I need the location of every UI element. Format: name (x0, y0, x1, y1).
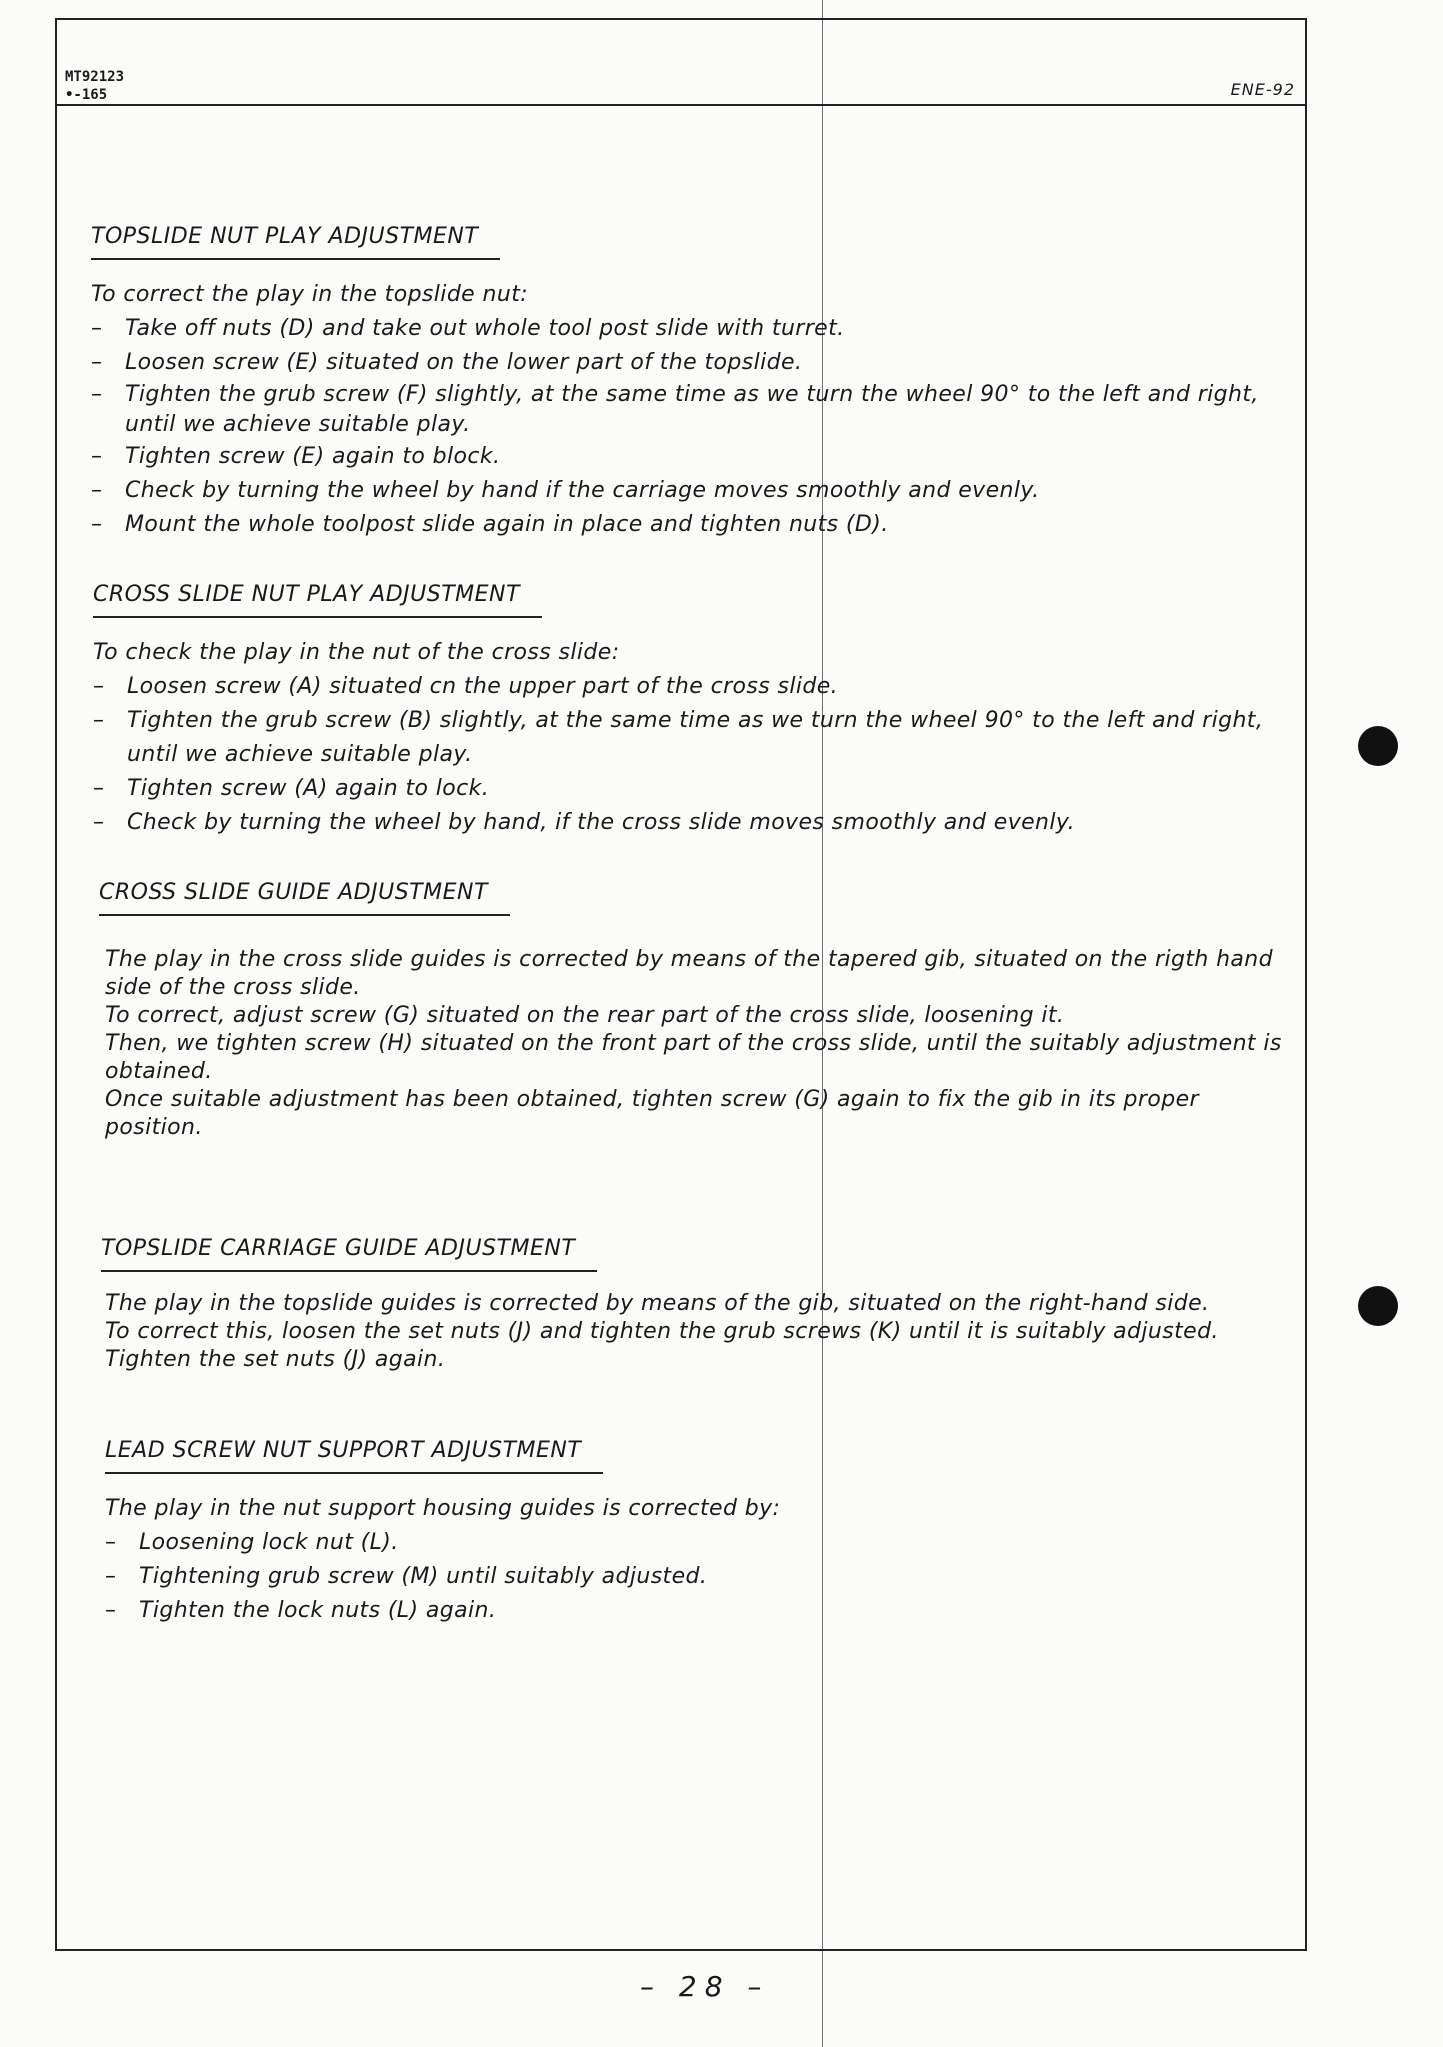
section-topslide-carriage-guide (101, 1232, 1287, 1374)
document-code (65, 68, 124, 104)
list-item: – Tighten the grub screw (F) slightly, at the same time as we turn the wheel 90° to the left and right, until we achieve suitable play. (91, 380, 1287, 440)
list-item: – Mount the whole toolpost slide again in place and tighten nuts (D). (91, 508, 1287, 542)
list-item: – Check by turning the wheel by hand if the carriage moves smoothly and evenly. (91, 474, 1287, 508)
binder-hole (1358, 726, 1398, 766)
paragraph: To correct this, loosen the set nuts (J) and tighten the grub screws (K) until it is suitably adjusted. Tighten the set nuts (J) again. (105, 1319, 1219, 1372)
paragraph: Once suitable adjustment has been obtained, tighten screw (G) again to fix the gib in its proper position. (105, 1087, 1199, 1140)
list-item: – Tighten the lock nuts (L) again. (105, 1594, 1287, 1628)
section-lead-screw-nut-support (105, 1434, 1287, 1628)
section-topslide-nut-play (91, 220, 1287, 542)
list-item: – Loosening lock nut (L). (105, 1526, 1287, 1560)
list-item: – Take off nuts (D) and take out whole tool post slide with turret. (91, 312, 1287, 346)
document-code-line-1: MT92123 (65, 69, 125, 85)
list-item: – Tightening grub screw (M) until suitably adjusted. (105, 1560, 1287, 1594)
section-title: CROSS SLIDE GUIDE ADJUSTMENT (99, 876, 510, 916)
document-reference: ENE-92 (1230, 80, 1295, 99)
paragraph: The play in the cross slide guides is corrected by means of the tapered gib, situated on the rigth hand side of the cross slide. (105, 947, 1274, 1000)
binder-hole (1358, 1286, 1398, 1326)
document-body (87, 220, 1287, 1664)
section-title: TOPSLIDE CARRIAGE GUIDE ADJUSTMENT (101, 1232, 597, 1272)
section-title: CROSS SLIDE NUT PLAY ADJUSTMENT (93, 578, 542, 618)
page-number: – 28 – (640, 1970, 770, 2003)
paragraph-group (101, 1290, 1287, 1374)
paragraph: The play in the topslide guides is corrected by means of the gib, situated on the right-hand side. (105, 1291, 1210, 1316)
header-divider (57, 104, 1305, 106)
section-intro: To check the play in the nut of the cross slide: (93, 640, 620, 665)
list-item: – Loosen screw (A) situated cn the upper part of the cross slide. (93, 670, 1287, 704)
list-item: – Check by turning the wheel by hand, if the cross slide moves smoothly and evenly. (93, 806, 1287, 840)
page-frame (55, 18, 1307, 1951)
list-item: – Tighten screw (A) again to lock. (93, 772, 1287, 806)
document-code-line-2: •-165 (65, 87, 108, 103)
step-list (105, 1526, 1287, 1628)
list-item: – Loosen screw (E) situated on the lower part of the topslide. (91, 346, 1287, 380)
paragraph: Then, we tighten screw (H) situated on the front part of the cross slide, until the suitably adjustment is obtained. (105, 1031, 1282, 1084)
section-cross-slide-nut-play (93, 578, 1287, 840)
section-cross-slide-guide (99, 876, 1287, 1142)
list-item: – Tighten the grub screw (B) slightly, at the same time as we turn the wheel 90° to the left and right, until we achieve suitable play. (93, 704, 1287, 772)
list-item: – Tighten screw (E) again to block. (91, 440, 1287, 474)
step-list (93, 670, 1287, 840)
paragraph-group (99, 946, 1287, 1142)
section-intro: To correct the play in the topslide nut: (91, 282, 529, 307)
section-title: TOPSLIDE NUT PLAY ADJUSTMENT (91, 220, 500, 260)
step-list (91, 312, 1287, 542)
paragraph: To correct, adjust screw (G) situated on the rear part of the cross slide, loosening it. (105, 1003, 1065, 1028)
section-intro: The play in the nut support housing guides is corrected by: (105, 1496, 781, 1521)
section-title: LEAD SCREW NUT SUPPORT ADJUSTMENT (105, 1434, 603, 1474)
